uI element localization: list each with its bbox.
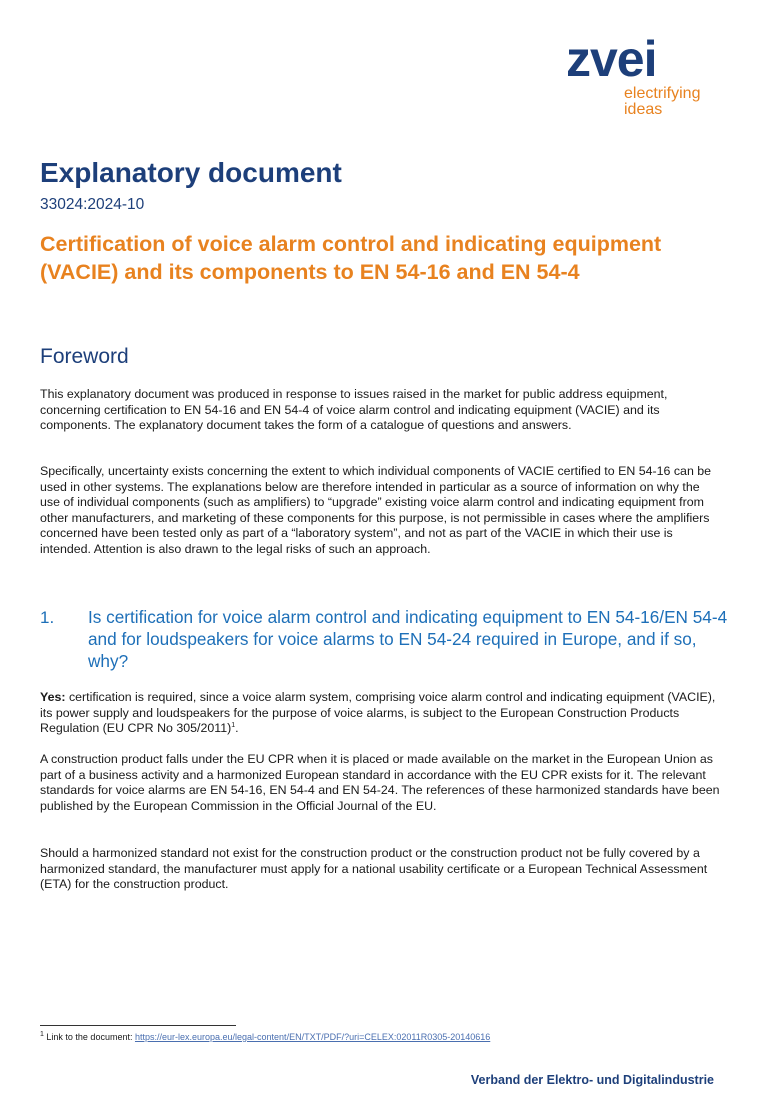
logo-tagline-line1: electrifying <box>624 85 701 102</box>
document-number: 33024:2024-10 <box>40 196 145 213</box>
foreword-paragraph-1: This explanatory document was produced in response to issues raised in the market for public address equipment, concerning certification to EN 54-16 and EN 54-4 of voice alarm control and indicating equipment (VACIE) and its components. The explanatory document takes the form of a catalogue of questions and answers. <box>40 387 668 432</box>
footnote-divider <box>40 1025 236 1026</box>
footnote <box>40 1032 490 1042</box>
document-type-heading: Explanatory document <box>40 157 342 188</box>
section-1-number: 1. <box>40 608 55 627</box>
answer-yes-label: Yes: <box>40 690 66 704</box>
footnote-reference[interactable]: 1 <box>231 721 236 729</box>
foreword-paragraph-2: Specifically, uncertainty exists concerning the extent to which individual components of VACIE certified to EN 54-16 can be used in other systems. The explanations below are therefore intended in particular as a source of information on why the use of individual components (such as amplifiers) to “upgrade” existing voice alarm control and indicating equipment from other manufacturers, and marketing of these components for this purpose, is not permissible in cases where the amplifiers concerned have been tested only as part of a “laboratory system”, and not as part of the VACIE in which their use is intended. Attention is also drawn to the legal risks of such an approach. <box>40 464 712 556</box>
document-title: Certification of voice alarm control and indicating equipment (VACIE) and its components to EN 54-16 and EN 54-4 <box>40 232 662 284</box>
logo-tagline <box>624 86 736 118</box>
section-1-heading: Is certification for voice alarm control and indicating equipment to EN 54-16/EN 54-4 and for loudspeakers for voice alarms to EN 54-24 required in Europe, and if so, why? <box>88 607 728 671</box>
footnote-marker: 1 <box>40 1031 44 1038</box>
section-1-paragraph-1 <box>40 690 720 737</box>
logo-tagline-line2: ideas <box>624 101 663 118</box>
section-1-paragraph-2: A construction product falls under the EU CPR when it is placed or made available on the market in the European Union as part of a business activity and a harmonized European standard in accordance with the EU CPR exists for it. The relevant standards for voice alarms are EN 54-16, EN 54-4 and EN 54-24. The references of these harmonized standards have been published by the European Commission in the Official Journal of the EU. <box>40 752 720 813</box>
foreword-heading: Foreword <box>40 345 129 368</box>
zvei-logo <box>566 31 736 118</box>
section-1-paragraph-3: Should a harmonized standard not exist for the construction product or the construction product not be fully covered by a harmonized standard, the manufacturer must apply for a national usability certificate or a European Technical Assessment (ETA) for the construction product. <box>40 846 708 891</box>
logo-wordmark: zvei <box>566 31 657 87</box>
footnote-label: Link to the document: <box>43 1032 135 1042</box>
footer-organization: Verband der Elektro- und Digitalindustrie <box>470 1073 714 1087</box>
footnote-link[interactable]: https://eur-lex.europa.eu/legal-content/EN/TXT/PDF/?uri=CELEX:02011R0305-20140616 <box>134 1032 491 1042</box>
section-1-paragraph-1-end: . <box>235 721 239 735</box>
section-1-paragraph-1-text: certification is required, since a voice alarm system, comprising voice alarm control and indicating equipment (VACIE), its power supply and loudspeakers for the purpose of voice alarms, is subject to the European Construction Products Regulation (EU CPR No 305/2011) <box>40 690 716 735</box>
